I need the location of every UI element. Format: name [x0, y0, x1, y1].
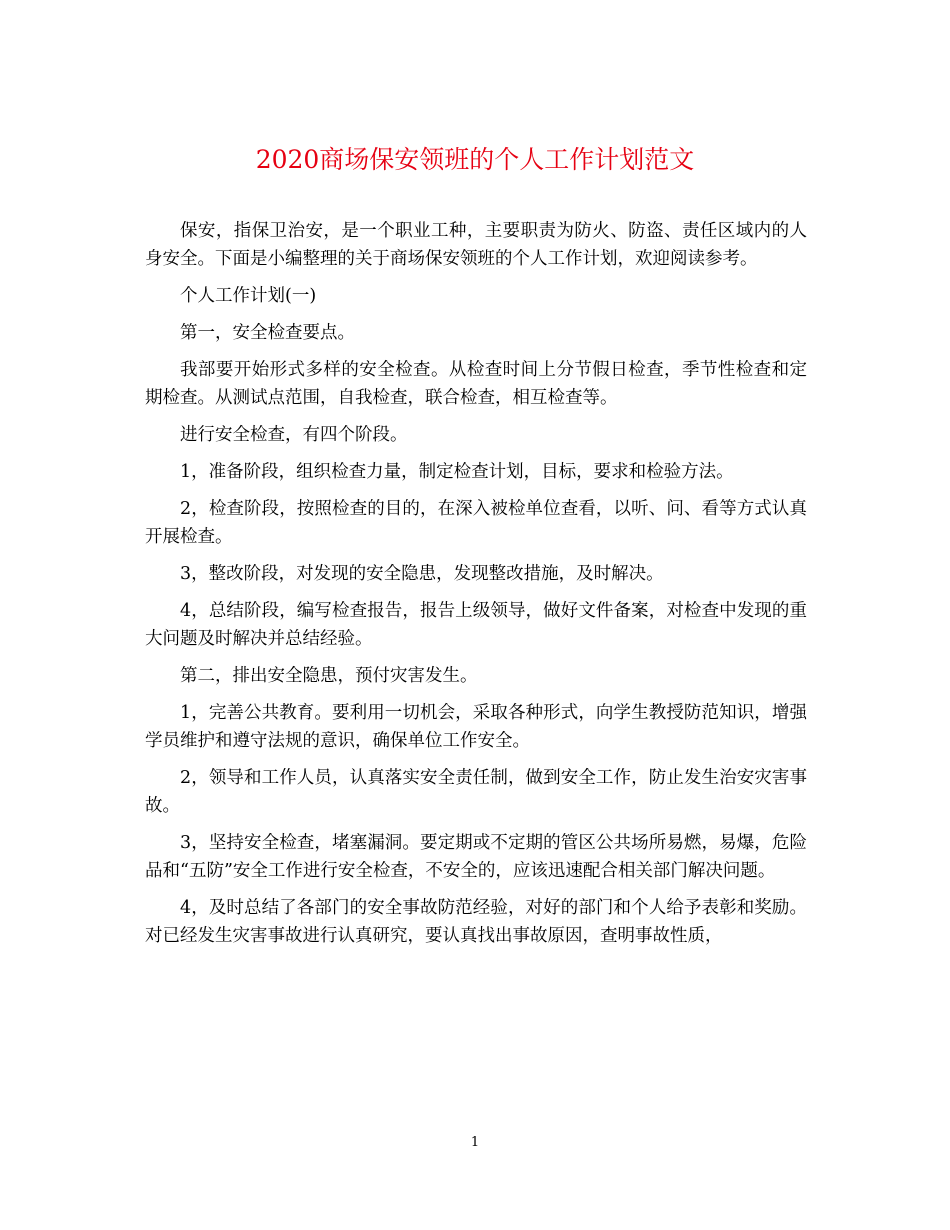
paragraph: 保安，指保卫治安，是一个职业工种，主要职责为防火、防盗、责任区域内的人身安全。下面是小编整理的关于商场保安领班的个人工作计划，欢迎阅读参考。 [145, 221, 807, 269]
paragraph: 我部要开始形式多样的安全检查。从检查时间上分节假日检查，季节性检查和定期检查。从测试点范围，自我检查，联合检查，相互检查等。 [145, 360, 807, 408]
list-item: 2，领导和工作人员，认真落实安全责任制，做到安全工作，防止发生治安灾害事故。 [145, 768, 807, 816]
list-item: 3，坚持安全检查，堵塞漏洞。要定期或不定期的管区公共场所易燃，易爆，危险品和“五防”安全工作进行安全检查，不安全的，应该迅速配合相关部门解决问题。 [145, 833, 807, 881]
list-item: 1，完善公共教育。要利用一切机会，采取各种形式，向学生教授防范知识，增强学员维护和遵守法规的意识，确保单位工作安全。 [145, 703, 807, 751]
document-title: 2020商场保安领班的个人工作计划范文 [255, 145, 695, 174]
list-item: 2，检查阶段，按照检查的目的，在深入被检单位查看，以听、问、看等方式认真开展检查。 [145, 499, 807, 547]
section-heading: 个人工作计划(一) [180, 286, 317, 306]
list-item: 3，整改阶段，对发现的安全隐患，发现整改措施，及时解决。 [180, 564, 664, 584]
list-item: 4，总结阶段，编写检查报告，报告上级领导，做好文件备案，对检查中发现的重大问题及时解决并总结经验。 [145, 601, 807, 649]
page-number: 1 [470, 1135, 480, 1150]
list-item: 1，准备阶段，组织检查力量，制定检查计划，目标，要求和检验方法。 [180, 462, 734, 482]
paragraph: 进行安全检查，有四个阶段。 [180, 425, 408, 445]
subsection-heading: 第二，排出安全隐患，预付灾害发生。 [180, 666, 478, 686]
document-body [145, 217, 807, 959]
subsection-heading: 第一，安全检查要点。 [180, 323, 355, 343]
list-item: 4，及时总结了各部门的安全事故防范经验，对好的部门和个人给予表彰和奖励。对已经发生灾害事故进行认真研究，要认真找出事故原因，查明事故性质， [145, 898, 807, 946]
